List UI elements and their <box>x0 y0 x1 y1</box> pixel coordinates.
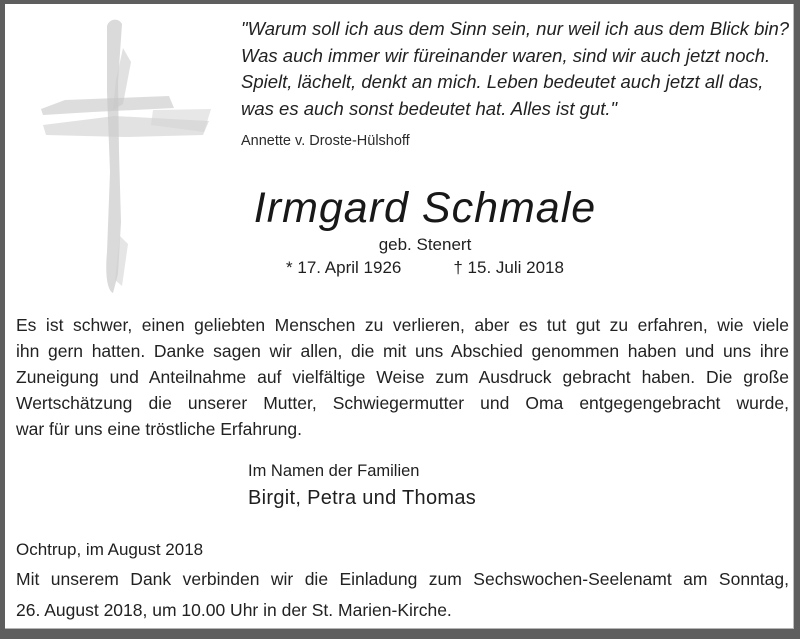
invitation-paragraph <box>16 564 789 626</box>
deceased-name: Irmgard Schmale <box>253 184 597 232</box>
quote-line: was es auch sonst bedeutet hat. Alles ist gut." <box>241 97 618 119</box>
invitation-line: 26. August 2018, um 10.00 Uhr in der St. Marien-Kirche. <box>16 600 452 620</box>
quote-line: "Warum soll ich aus dem Sinn sein, nur weil ich aus dem Blick bin? <box>241 18 790 39</box>
thanks-line: ihn gern hatten. Danke sagen wir allen, die mit uns Abschied genommen haben und uns ihre <box>16 341 789 361</box>
maiden-name: geb. Stenert <box>378 234 472 254</box>
thanks-paragraph <box>16 312 789 442</box>
family-names: Birgit, Petra und Thomas <box>248 487 477 509</box>
quote-line: Spielt, lächelt, denkt an mich. Leben bedeutet auch jetzt all das, <box>241 71 764 92</box>
thanks-line: Wertschätzung die unserer Mutter, Schwiegermutter und Oma entgegengebracht wurde, <box>16 393 789 413</box>
birth-date: * 17. April 1926 <box>286 257 402 277</box>
memorial-cross-icon <box>33 12 218 297</box>
place-dateline: Ochtrup, im August 2018 <box>16 540 204 559</box>
quote-line: Was auch immer wir füreinander waren, sind wir auch jetzt noch. <box>241 44 771 66</box>
quote-attribution: Annette v. Droste-Hülshoff <box>241 133 410 149</box>
thanks-line: war für uns eine tröstliche Erfahrung. <box>16 419 302 439</box>
invitation-line: Mit unserem Dank verbinden wir die Einladung zum Sechswochen-Seelenamt am Sonntag, <box>16 569 789 589</box>
deceased-block <box>210 183 640 278</box>
thanks-line: Zuneigung und Anteilnahme auf vielfältige Weise zum Ausdruck gebracht haben. Die große <box>16 367 789 387</box>
memorial-quote <box>241 16 789 155</box>
death-date: † 15. Juli 2018 <box>453 257 564 277</box>
thanks-line: Es ist schwer, einen geliebten Menschen zu verlieren, aber es tut gut zu erfahren, wie viele <box>16 315 789 335</box>
family-signature <box>248 462 476 510</box>
family-intro: Im Namen der Familien <box>248 462 420 480</box>
life-dates <box>210 258 640 278</box>
